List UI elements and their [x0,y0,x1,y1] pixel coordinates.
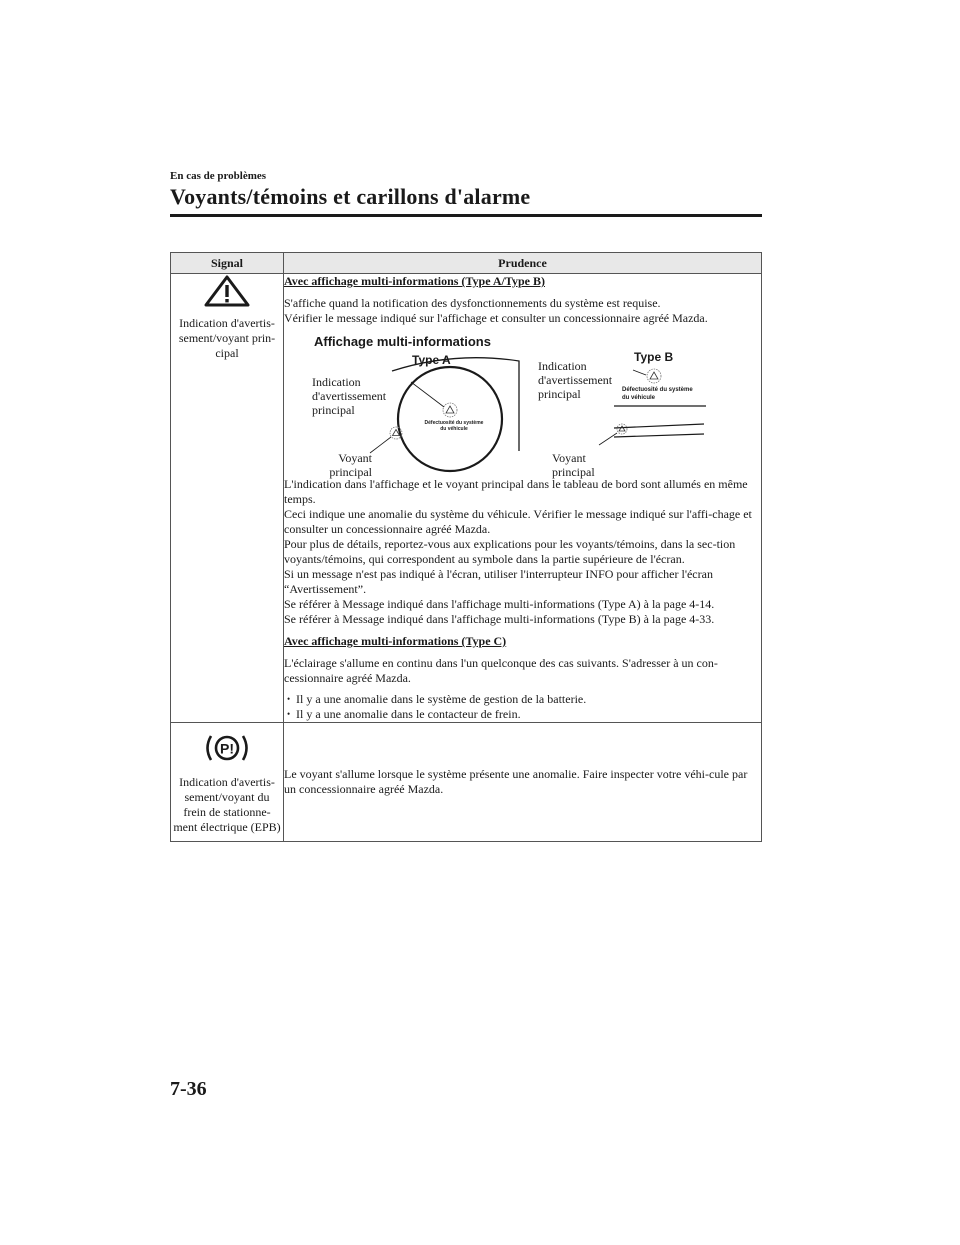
paragraph: Le voyant s'allume lorsque le système présente une anomalie. Faire inspecter votre véhi-cule par un concessionnaire agréé Mazda. [284,767,748,796]
warning-triangle-icon [201,297,253,311]
warning-symbol-a [443,403,457,417]
subheading-type-c: Avec affichage multi-informations (Type C) [284,634,507,648]
screen-text-a: Défectuosité du système du véhicule [424,420,484,432]
figure-title: Affichage multi-informations [314,334,491,349]
paragraph: S'affiche quand la notification des dysfonctionnements du système est requise. [284,296,661,310]
column-header-prudence: Prudence [284,253,762,274]
callout-indication-a: Indication d'avertissement principal [312,375,387,417]
figure-label-type-a: Type A [412,353,451,367]
list-item: • Il y a une anomalie dans le contacteur de frein. [284,707,761,722]
paragraph: L'indication dans l'affichage et le voyant principal dans le tableau de bord sont allumés en même temps. [284,477,748,506]
warning-table [170,252,762,842]
paragraph: L'éclairage s'allume en continu dans l'un quelconque des cas suivants. S'adresser à un con-cessionnaire agréé Mazda. [284,656,718,685]
signal-cell [171,274,284,723]
page-reference: Se référer à Message indiqué dans l'affichage multi-informations (Type B) à la page 4-33. [284,612,715,626]
paragraph: Pour plus de détails, reportez-vous aux explications pour les voyants/témoins, dans la sec-tion voyants/témoins, qui correspondent au symbole dans la partie supérieure de l'écran. [284,537,736,566]
page-title: Voyants/témoins et carillons d'alarme [170,184,531,209]
signal-cell [171,723,284,842]
warning-symbol-b [647,369,661,383]
prudence-cell [284,723,762,842]
epb-warning-icon [199,740,255,770]
screen-text-b: Défectuosité du système du véhicule [622,387,693,401]
figure-label-type-b: Type B [634,350,674,364]
signal-label: Indication d'avertis-sement/voyant prin-cipal [178,316,276,360]
section-label: En cas de problèmes [170,170,267,182]
table-header-row [171,253,762,274]
title-divider [170,214,762,217]
callout-voyant-b: Voyant principal [552,451,595,479]
list-item: • Il y a une anomalie dans le système de gestion de la batterie. [284,692,761,707]
paragraph: Si un message n'est pas indiqué à l'écran, utiliser l'interrupteur INFO pour afficher l'écran “Avertissement”. [284,567,713,596]
callout-indication-b: Indication d'avertissement principal [538,359,613,401]
bullet-list [284,692,761,722]
page-number: 7-36 [170,1078,207,1100]
signal-label: Indication d'avertis-sement/voyant du frein de stationne-ment électrique (EPB) [173,775,281,834]
subheading-type-ab: Avec affichage multi-informations (Type A/Type B) [284,274,545,288]
master-warning-light-b [617,424,627,434]
multi-info-display-figure [284,333,734,479]
svg-text:P!: P! [220,740,234,757]
column-header-signal: Signal [171,253,284,274]
table-row [171,274,762,723]
paragraph: Ceci indique une anomalie du système du véhicule. Vérifier le message indiqué sur l'affi-chage et consulter un concessionnaire agréé Mazda. [284,507,752,536]
table-row [171,723,762,842]
callout-voyant-a: Voyant principal [329,451,372,479]
prudence-cell [284,274,762,723]
paragraph: Vérifier le message indiqué sur l'affichage et consulter un concessionnaire agréé Mazda. [284,311,708,325]
page-reference: Se référer à Message indiqué dans l'affichage multi-informations (Type A) à la page 4-14. [284,597,715,611]
